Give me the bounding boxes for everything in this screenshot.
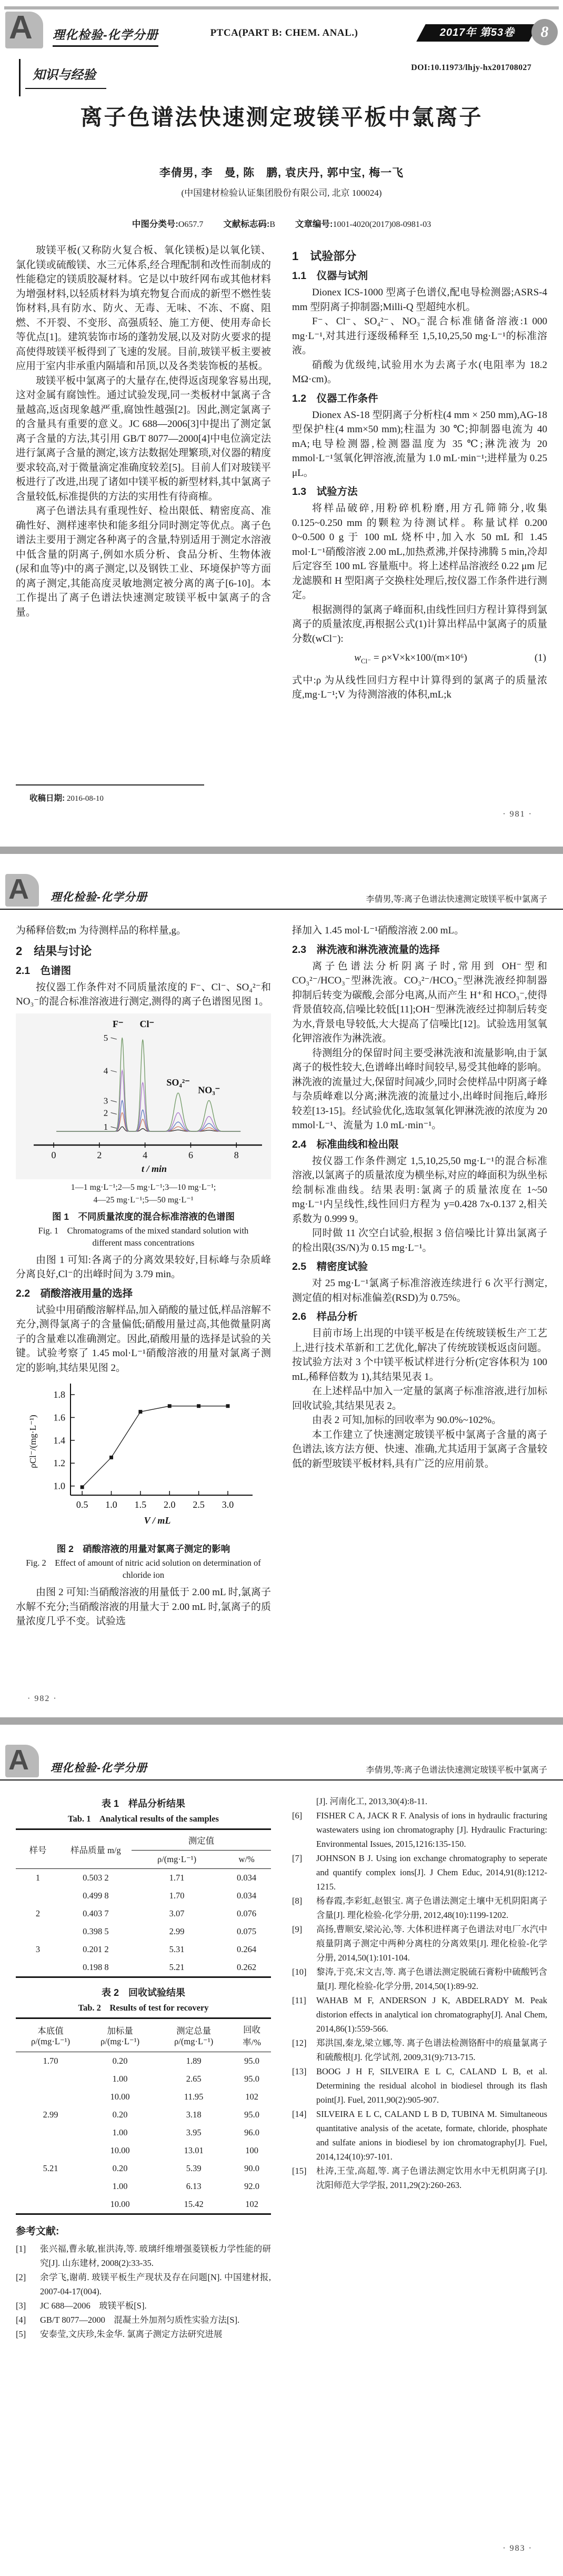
table-cell — [16, 2142, 85, 2160]
svg-text:1: 1 — [103, 1121, 108, 1132]
table-cell — [16, 2177, 85, 2195]
affiliation: (中国建材检验认证集团股份有限公司, 北京 100024) — [181, 188, 382, 198]
paragraph: 在上述样品中加入一定量的氯离子标准溶液,进行加标回收试验,其结果见表 2。 — [292, 1386, 547, 1411]
two-column-body — [16, 923, 547, 1629]
table-cell: 3.95 — [186, 2127, 202, 2137]
journal-logo — [5, 874, 44, 918]
table-cell: 1.89 — [186, 2056, 202, 2066]
reference-number: [8] — [292, 1896, 303, 1906]
journal-logo — [5, 1745, 44, 1789]
table-row — [16, 2142, 271, 2160]
col-sample-mass: 样品质量 m/g — [70, 1845, 121, 1855]
table-cell: 2.99 — [43, 2110, 58, 2120]
svg-text:t / min: t / min — [141, 1163, 167, 1174]
reference-item — [292, 1851, 547, 1894]
svg-text:F⁻: F⁻ — [112, 1018, 123, 1029]
column-tag: 知识与经验 — [25, 63, 106, 89]
table-cell — [16, 1958, 60, 1977]
table-row — [16, 1941, 271, 1958]
journal-logo-letter: A — [9, 9, 33, 46]
table-cell: 11.95 — [184, 2092, 204, 2102]
page-divider — [0, 847, 563, 854]
reference-text: 郑洪国,秦龙,梁立娜,等. 离子色谱法检测铬酐中的痕量氯离子和硫酸根[J]. 化学试剂, 2009,31(9):713-715. — [316, 2038, 547, 2062]
reference-item — [16, 2270, 271, 2299]
column-header: 测定总量 ρ/(mg·L⁻¹) — [174, 2026, 214, 2046]
reference-item — [16, 2327, 271, 2341]
reference-text: SILVEIRA E L C, CALAND L B D, TUBINA M. Simultaneous quantitative analysis of the acetate, formate, chloride, phosphate and sulfate anions in biodiesel by ion chromatography[J]. Fuel, 2014,124(10):97-101. — [316, 2109, 547, 2162]
table-cell: 15.42 — [184, 2199, 204, 2209]
paragraph: 同时做 11 次空白试验,根据 3 倍信噪比计算出氯离子的检出限(3S/N)为 0.15 mg·L⁻¹。 — [292, 1228, 547, 1254]
table-cell — [16, 1887, 60, 1905]
table-row — [16, 2177, 271, 2195]
reference-number: [9] — [292, 1924, 303, 1934]
reference-number: [7] — [292, 1853, 303, 1863]
table-row — [16, 2106, 271, 2124]
footnote-rule — [16, 784, 204, 785]
table-body — [16, 1869, 271, 1977]
svg-text:1.0: 1.0 — [53, 1480, 65, 1491]
table-cell: 1.00 — [112, 2181, 128, 2191]
reference-item — [292, 2064, 547, 2107]
reference-text: BOOG J H F, SILVEIRA E L C, CALAND L B, et al. Determining the residual alcohol in biodiesel through its flash point[J]. Fuel, 2011,90(2):905-907. — [316, 2066, 547, 2105]
table-header — [16, 1829, 271, 1869]
paragraph: 由图 2 可知:当硝酸溶液的用量低于 2.00 mL 时,氯离子水解不充分;当硝酸溶液的用量大于 2.00 mL 时,氯离子的质量浓度几乎不变。试验选 — [16, 1587, 271, 1627]
reference-number: [3] — [16, 2301, 26, 2311]
subsection-heading: 1.2 仪器工作条件 — [292, 392, 378, 404]
figure-caption-en: Fig. 2 Effect of amount of nitric acid solution on determination of chloride ion — [26, 1558, 261, 1580]
col-concentration: ρ/(mg·L⁻¹) — [157, 1854, 197, 1864]
figure-caption-zh: 图 1 不同质量浓度的混合标准溶液的色谱图 — [52, 1211, 235, 1222]
subsection-heading: 2.1 色谱图 — [16, 964, 72, 977]
col-sample-no: 样号 — [29, 1845, 47, 1855]
paragraph: Dionex ICS-1000 型离子色谱仪,配电导检测器;ASRS-4 mm 型阴离子抑制器;Milli-Q 型超纯水机。 — [292, 287, 547, 313]
reference-text: 张兴福,曹永敏,崔洪涛,等. 玻璃纤维增强菱镁板力学性能的研究[J]. 山东建材, 2008(2):33-35. — [40, 2244, 271, 2268]
article-id-label: 文章编号: — [295, 220, 333, 229]
subsection-heading: 2.4 标准曲线和检出限 — [292, 1138, 399, 1150]
reference-item — [292, 1993, 547, 2036]
table-cell — [16, 2124, 85, 2142]
reference-number: [1] — [16, 2244, 26, 2254]
table-cell: 10.00 — [110, 2092, 130, 2102]
svg-text:V / mL: V / mL — [144, 1515, 170, 1526]
volume-banner — [416, 24, 538, 42]
svg-text:2: 2 — [96, 1149, 102, 1160]
subsection-heading: 2.2 硝酸溶液用量的选择 — [16, 1287, 133, 1299]
table-cell: 3 — [35, 1944, 41, 1954]
figure-1-chromatogram — [16, 1013, 271, 1179]
doc-code-label: 文献标志码: — [223, 220, 270, 229]
equation: $w_{Cl^-} = \rho\times V\times k\times 100/(m\times 10^6)$ (1) — [292, 650, 547, 669]
table-caption-en: Tab. 2 Results of test for recovery — [78, 2003, 209, 2013]
table-cell: 102 — [245, 2092, 258, 2102]
paragraph: 目前市场上出现的中镁平板是在传统玻镁板生产工艺上,进行技术革新和工艺优化,解决了传统玻镁板返卤问题。按试验方法对 3 个中镁平板试样进行分析(定容体积为 100 mL,稀释倍数为 1),其结果见表 1。 — [292, 1328, 547, 1383]
left-column — [16, 923, 271, 1629]
table-cell: 13.01 — [184, 2145, 204, 2155]
table-cell: 0.262 — [237, 1962, 257, 1972]
running-title: 李倩男,等:离子色谱法快速测定玻镁平板中氯离子 — [366, 895, 547, 904]
table-cell: 0.503 2 — [83, 1873, 109, 1883]
paragraph-continuation: 式中:ρ 为从线性回归方程中计算得到的氯离子的质量浓度,mg·L⁻¹;V 为待测溶液的体积,mL;k — [292, 674, 547, 701]
column-header: 回收率/% — [243, 2025, 261, 2047]
paragraph: 待测组分的保留时间主要受淋洗液和流量影响,由于氯离子的极性较大,色谱峰出峰时间较早,易受其他峰的影响。淋洗液的流量过大,保留时间减少,同时会使样品中阴离子峰与杂质峰难以分离;淋洗液的流量过小,出峰时间拖后,峰形较差[13-15]。经试验优化,选取氢氧化钾淋洗液的浓度为 20 mmol·L⁻¹、流量为 1.0 mL·min⁻¹。 — [292, 1047, 547, 1131]
page-3 — [0, 1725, 563, 2576]
paragraph-continuation: 择加入 1.45 mol·L⁻¹硝酸溶液 2.00 mL。 — [292, 925, 465, 936]
table-cell: 102 — [245, 2199, 258, 2209]
svg-text:NO₃⁻: NO₃⁻ — [197, 1084, 220, 1095]
table-cell: 0.20 — [112, 2056, 128, 2066]
table-cell: 2 — [35, 1908, 41, 1918]
subsection-heading: 1.3 试验方法 — [292, 486, 358, 498]
reference-text: WAHAB M F, ANDERSON J K, ABDELRADY M. Peak distorion effects in analytical ion chromatography[J]. Anal Chem, 2014,86(1):559-566. — [316, 1995, 547, 2034]
journal-logo-letter: A — [8, 873, 29, 905]
table-cell: 0.034 — [237, 1891, 257, 1901]
table-cell: 1.70 — [169, 1891, 185, 1901]
table-cell: 96.0 — [244, 2127, 260, 2137]
authors: 李倩男, 李 曼, 陈 鹏, 袁庆丹, 郭中宝, 梅一飞 — [159, 167, 404, 179]
reference-item — [292, 1894, 547, 1922]
figure-legend-line: 4—25 mg·L⁻¹;5—50 mg·L⁻¹ — [93, 1195, 194, 1205]
sample-analysis-table — [16, 1828, 271, 1978]
right-column — [292, 923, 547, 1629]
svg-text:1.4: 1.4 — [53, 1435, 65, 1446]
svg-text:2.5: 2.5 — [192, 1499, 205, 1510]
svg-text:6: 6 — [188, 1149, 193, 1160]
table-cell: 0.201 2 — [83, 1944, 109, 1954]
paragraph: F⁻、Cl⁻、SO₄²⁻、NO₃⁻混合标准储备溶液:1 000 mg·L⁻¹,对其进行逐级稀释至 1,5,10,25,50 mg·L⁻¹的标准溶液。 — [292, 316, 547, 356]
reference-text: GB/T 8077—2000 混凝土外加剂匀质性实验方法[S]. — [40, 2315, 240, 2325]
page-number: · 982 · — [27, 1694, 57, 1703]
paragraph: 将样品破碎,用粉碎机粉磨,用方孔筛筛分,收集 0.125~0.250 mm 的颗粒为待测试样。称量试样 0.200 0~0.500 0 g 于 100 mL 烧杯中,加入水 50 mL 和 1.45 mol·L⁻¹硝酸溶液 2.00 mL,加热煮沸,并保持沸腾 5 min,冷却后定容至 100 mL 容量瓶中。将上述样品溶液经 0.22 μm 尼龙滤膜和 H 型阳离子交换柱处理后,按仪器工作条件进行测定。 — [292, 503, 547, 601]
figure-caption-zh: 图 2 硝酸溶液的用量对氯离子测定的影响 — [56, 1544, 230, 1554]
table-cell: 1.71 — [169, 1873, 185, 1883]
journal-logo — [5, 9, 48, 49]
journal-name: 理化检验-化学分册 — [53, 25, 158, 47]
table-row — [16, 1923, 271, 1941]
table-cell: 0.20 — [112, 2163, 128, 2173]
left-column — [16, 1794, 271, 2341]
svg-text:ρCl⁻/(mg·L⁻¹): ρCl⁻/(mg·L⁻¹) — [27, 1415, 38, 1468]
left-column — [16, 243, 271, 702]
table-cell: 1.00 — [112, 2074, 128, 2084]
reference-item — [16, 2299, 271, 2313]
table-cell: 2.99 — [169, 1926, 185, 1936]
reference-number: [6] — [292, 1811, 303, 1821]
table-cell: 3.07 — [169, 1908, 185, 1918]
paragraph: 由图 1 可知:各离子的分离效果较好,目标峰与杂质峰分离良好,Cl⁻的出峰时间为 3.79 min。 — [16, 1254, 271, 1280]
svg-text:Cl⁻: Cl⁻ — [139, 1018, 154, 1029]
reference-item — [292, 1965, 547, 1993]
journal-name: 理化检验-化学分册 — [51, 891, 147, 903]
table-cell: 3.18 — [186, 2110, 202, 2120]
table-cell: 0.20 — [112, 2110, 128, 2120]
figure-legend-line: 1—1 mg·L⁻¹;2—5 mg·L⁻¹;3—10 mg·L⁻¹; — [71, 1182, 216, 1192]
svg-text:1.6: 1.6 — [53, 1412, 65, 1423]
page-number: · 983 · — [502, 2544, 532, 2553]
table-cell: 1 — [35, 1873, 41, 1883]
table-cell: 2.65 — [186, 2074, 202, 2084]
table-row — [16, 1869, 271, 1887]
paragraph: 硝酸为优级纯,试验用水为去离子水(电阻率为 18.2 MΩ·cm)。 — [292, 359, 547, 385]
svg-text:4: 4 — [103, 1065, 108, 1076]
clc-label: 中图分类号: — [132, 220, 178, 229]
page-2 — [0, 854, 563, 1717]
table-cell: 1.70 — [43, 2056, 58, 2066]
subsection-heading: 1.1 仪器与试剂 — [292, 270, 368, 282]
svg-text:2.0: 2.0 — [163, 1499, 176, 1510]
running-title: 李倩男,等:离子色谱法快速测定玻镁平板中氯离子 — [366, 1766, 547, 1775]
table-cell: 5.39 — [186, 2163, 202, 2173]
paragraph: 按仪器工作条件测定 1,5,10,25,50 mg·L⁻¹的混合标准溶液,以氯离子的质量浓度为横坐标,对应的峰面积为纵坐标绘制标准曲线。结果表明:氯离子的质量浓度在 1~50 mg·L⁻¹内呈线性,线性回归方程为 y=0.428 7x-0.137 2,相关系数为 0.999 9。 — [292, 1155, 547, 1225]
reference-number: [4] — [16, 2315, 26, 2325]
paragraph: 玻镁平板中氯离子的大量存在,使得返卤现象容易出现,这对金属有腐蚀性。通过试验发现,同一类板材中氯离子含量越高,返卤现象越严重,腐蚀性越强[2]。因此,测定氯离子的含量具有重要的意义。JC 688—2006[3]中提出了测定氯离子含量的方法,其引用 GB/T 8077—2000[4]中电位滴定法进行氯离子含量的测定,该方法数据处理繁琐,对仪器的精度要求较高,对于微量滴定准确度较差[5]。目前人们对玻镁平板进行了改进,出现了诸如中镁平板的新型材料,其中氯离子含量较低,标准提供的方法的实用性有待商榷。 — [16, 375, 271, 502]
running-header — [0, 1739, 563, 1781]
table-cell: 92.0 — [244, 2181, 260, 2191]
reference-item — [16, 2313, 271, 2327]
page-1 — [0, 0, 563, 847]
paragraph: 离子色谱法具有重现性好、检出限低、精密度高、准确性好、测样速率快和能多组分同时测定等优点。离子色谱法主要用于测定各种离子的含量,特别适用于测定水溶液中低含量的阴离子,例如水质分析、食品分析、生物体液(尿和血等)中的离子测定,以及钢铁工业、环境保护等方面的离子测定,其能高度灵敏地测定被分离的离子[6-10]。本工作提出了离子色谱法快速测定玻镁平板中氯离子的含量。 — [16, 505, 271, 618]
table-row — [16, 2195, 271, 2214]
table-cell: 100 — [245, 2145, 258, 2155]
svg-text:0: 0 — [51, 1149, 56, 1160]
reference-number: [12] — [292, 2038, 307, 2048]
table-cell: 0.398 5 — [83, 1926, 109, 1936]
reference-item — [292, 2164, 547, 2192]
table-cell: 0.499 8 — [83, 1891, 109, 1901]
reference-text: 杨春霞,李彩虹,赵银宝. 离子色谱法测定土壤中无机阴阳离子含量[J]. 理化检验-化学分册, 2012,48(10):1199-1202. — [316, 1896, 547, 1920]
top-strip — [4, 6, 559, 9]
section-heading: 1 试验部分 — [292, 250, 357, 263]
table-cell: 0.403 7 — [83, 1908, 109, 1918]
table-cell: 5.21 — [43, 2163, 58, 2173]
table-cell: 5.31 — [169, 1944, 185, 1954]
svg-text:1.5: 1.5 — [134, 1499, 146, 1510]
paragraph: 由表 2 可知,加标的回收率为 90.0%~102%。 — [312, 1415, 502, 1426]
two-column-body — [16, 1794, 547, 2341]
col-mass-fraction: w/% — [238, 1854, 255, 1864]
table-cell: 90.0 — [244, 2163, 260, 2173]
table-cell: 10.00 — [110, 2199, 130, 2209]
svg-text:3.0: 3.0 — [222, 1499, 234, 1510]
table-row — [16, 2070, 271, 2088]
subsection-heading: 2.5 精密度试验 — [292, 1261, 368, 1272]
paragraph: 按仪器工作条件对不同质量浓度的 F⁻、Cl⁻、SO₄²⁻和 NO₃⁻的混合标准溶液进行测定,测得的离子色谱图见图 1。 — [16, 981, 271, 1007]
subsection-heading: 2.6 样品分析 — [292, 1311, 358, 1322]
table-cell: 6.13 — [186, 2181, 202, 2191]
reference-text: JC 688—2006 玻镁平板[S]. — [40, 2301, 147, 2311]
svg-text:0.5: 0.5 — [76, 1499, 88, 1510]
reference-continuation: [J]. 河南化工, 2013,30(4):8-11. — [316, 1796, 428, 1806]
figure-2-line-chart — [16, 1379, 271, 1539]
table-cell: 0.198 8 — [83, 1962, 109, 1972]
page-title: 离子色谱法快速测定玻镁平板中氯离子 — [80, 105, 483, 130]
reference-text: 杜涛,王莹,高超,等. 离子色谱法测定饮用水中无机阴离子[J]. 沈阳师范大学学报, 2011,29(2):260-263. — [316, 2166, 547, 2190]
journal-name-en: PTCA(PART B: CHEM. ANAL.) — [210, 27, 358, 38]
clc-value: O657.7 — [178, 220, 204, 229]
reference-number: [14] — [292, 2109, 307, 2119]
reference-item — [16, 2242, 271, 2270]
page-number: · 981 · — [502, 810, 532, 819]
reference-text: 余学飞,谢萌. 玻镁平板生产现状及存在问题[N]. 中国建材报, 2007-04-17(004). — [40, 2272, 271, 2296]
paragraph-continuation: 为稀释倍数;m 为待测样品的称样量,g。 — [16, 925, 187, 936]
recovery-test-table — [16, 2017, 271, 2215]
reference-text: JOHNSON B J. Using ion exchange chromatography to seperate and quantify complex ions[J]. J Chem Educ, 2014,91(8):1212-1215. — [316, 1853, 547, 1892]
svg-text:SO₄²⁻: SO₄²⁻ — [166, 1077, 190, 1088]
table-caption-zh: 表 2 回收试验结果 — [101, 1987, 185, 1998]
paragraph: 根据测得的氯离子峰面积,由线性回归方程计算得到氯离子的质量浓度,再根据公式(1)计算出样品中氯离子的质量分数(wCl⁻): — [292, 604, 547, 644]
section-heading: 2 结果与讨论 — [16, 944, 92, 958]
table-row — [16, 2160, 271, 2177]
svg-text:1.0: 1.0 — [105, 1499, 117, 1510]
right-column — [292, 1794, 547, 2341]
reference-item — [292, 2107, 547, 2164]
line-chart-svg — [20, 1379, 267, 1536]
table-row — [16, 2088, 271, 2106]
column-header: 本底值 ρ/(mg·L⁻¹) — [31, 2026, 71, 2046]
doi: DOI:10.11973/lhjy-hx201708027 — [411, 63, 531, 72]
issue-number-badge: 8 — [531, 19, 558, 45]
reference-number: [13] — [292, 2066, 307, 2076]
svg-text:1.2: 1.2 — [53, 1458, 65, 1469]
table-cell: 0.264 — [237, 1944, 257, 1954]
journal-name: 理化检验-化学分册 — [51, 1762, 147, 1774]
article-id-value: 1001-4020(2017)08-0981-03 — [333, 220, 431, 229]
right-column — [292, 243, 547, 702]
figure-caption-en: Fig. 1 Chromatograms of the mixed standard solution with different mass concentrations — [38, 1225, 249, 1248]
paragraph: Dionex AS-18 型阴离子分析柱(4 mm × 250 mm),AG-18 型保护柱(4 mm×50 mm);柱温为 30 ℃;抑制器电流为 40 mA;电导检测器,检测器温度为 35 ℃;淋洗液为 20 mmol·L⁻¹氢氧化钾溶液,流量为 1.0 mL·min⁻¹;进样量为 0.25 μL。 — [292, 409, 547, 479]
two-column-body — [16, 243, 547, 702]
table-cell — [16, 1923, 60, 1941]
svg-text:5: 5 — [103, 1032, 108, 1043]
reference-number: [2] — [16, 2272, 26, 2282]
received-date: 收稿日期: 2016-08-10 — [29, 794, 104, 803]
table-cell: 5.21 — [169, 1962, 185, 1972]
table-row — [16, 2124, 271, 2142]
article-meta — [0, 217, 563, 230]
reference-text: 安泰莹,文庆珍,朱金华. 氯离子测定方法研究进展 — [40, 2329, 223, 2339]
table-caption-en: Tab. 1 Analytical results of the samples — [68, 1814, 219, 1824]
table-header — [16, 2018, 271, 2052]
svg-text:3: 3 — [103, 1095, 108, 1106]
table-cell: 95.0 — [244, 2056, 260, 2066]
table-body — [16, 2052, 271, 2214]
svg-text:4: 4 — [142, 1149, 147, 1160]
paragraph: 本工作建立了快速测定玻镁平板中氯离子含量的离子色谱法,该方法方便、快速、准确,尤其适用于氯离子含量较低的新型玻镁平板材料,具有广泛的应用前景。 — [292, 1429, 547, 1469]
col-group-measured: 测定值 — [132, 1829, 271, 1851]
table-row — [16, 1905, 271, 1923]
doc-code-value: B — [269, 220, 276, 229]
reference-text: FISHER C A, JACK R F. Analysis of ions in hydraulic fracturing wastewaters using ion chromatography [J]. Hydraulic Fracturing: Environmental Issues, 2015,1216:135-150. — [316, 1811, 547, 1849]
table-cell — [16, 2070, 85, 2088]
table-cell: 10.00 — [110, 2145, 130, 2155]
reference-item — [292, 1808, 547, 1851]
table-cell: 0.034 — [237, 1873, 257, 1883]
reference-text: 黎涛,于亮,宋文吉,等. 离子色谱法测定脱硫石膏粉中硫酸钙含量[J]. 理化检验-化学分册, 2014,50(1):89-92. — [316, 1967, 547, 1991]
table-cell: 0.076 — [237, 1908, 257, 1918]
reference-item — [292, 2036, 547, 2064]
running-header — [0, 869, 563, 910]
table-cell: 1.00 — [112, 2127, 128, 2137]
table-caption-zh: 表 1 样品分析结果 — [101, 1798, 185, 1809]
table-cell: 95.0 — [244, 2074, 260, 2084]
reference-number: [11] — [292, 1995, 306, 2005]
reference-item — [292, 1922, 547, 1965]
table-cell: 0.075 — [237, 1926, 257, 1936]
references-heading: 参考文献: — [16, 2226, 59, 2237]
paragraph: 玻镁平板(又称防火复合板、氧化镁板)是以氧化镁、氯化镁或硫酸镁、水三元体系,经合理配制和改性而制成的性能稳定的镁质胶凝材料。它是以中玻纤网布或其他材料为增强材料,以轻质材料为填充物复合而成的新型不燃性装饰材料,具有防水、防火、无毒、无味、不冻、不腐、阻燃、不开裂、不变形、高强质轻、施工方便、使用寿命长等优点[1]。建筑装饰市场的蓬勃发展,以及对防火要求的提高使得玻镁平板得到了飞速的发展。目前,玻镁平板主要被应用于室内非承重内隔墙和吊顶,以及各类装饰板的基板。 — [16, 245, 271, 372]
table-cell: 95.0 — [244, 2110, 260, 2120]
page-divider — [0, 1717, 563, 1725]
equation-number: (1) — [534, 652, 546, 663]
table-row — [16, 1958, 271, 1977]
table-cell — [16, 2088, 85, 2106]
subsection-heading: 2.3 淋洗液和淋洗液流量的选择 — [292, 943, 440, 956]
svg-text:8: 8 — [234, 1149, 239, 1160]
column-header: 加标量 ρ/(mg·L⁻¹) — [100, 2026, 140, 2046]
reference-text: 高扬,曹顺安,梁沁沁,等. 大体积进样离子色谱法对电厂水汽中痕量阴离子测定中两种分离柱的分离效果[J]. 理化检验-化学分册, 2014,50(1):101-104. — [316, 1924, 547, 1963]
paragraph: 试验中用硝酸溶解样品,加入硝酸的量过低,样品溶解不充分,测得氯离子的含量偏低;硝酸用量过高,其他微量阴离子的含量难以准确测定。因此,硝酸用量的选择是试验的关键。试验考察了 1.45 mol·L⁻¹硝酸溶液的用量对氯离子测定的影响,其结果见图 2。 — [16, 1304, 271, 1374]
chromatogram-svg — [20, 1016, 267, 1175]
svg-text:2: 2 — [103, 1107, 108, 1118]
reference-number: [10] — [292, 1967, 307, 1977]
paragraph: 对 25 mg·L⁻¹氯离子标准溶液连续进行 6 次平行测定,测定值的相对标准偏差(RSD)为 0.75%。 — [292, 1278, 547, 1304]
paragraph: 离子色谱法分析阴离子时,常用到 OH⁻型和 CO₃²⁻/HCO₃⁻型淋洗液。CO₃²⁻/HCO₃⁻型淋洗液经抑制器抑制后转变为碳酸,会部分电离,从而产生 H⁺和 HCO₃⁻,使得背景值较高,信噪比较低[11];OH⁻型淋洗液经过抑制后转变为水,背景电导较低,大大提高了信噪比[12]。试验选用氢氧化钾溶液作为淋洗液。 — [292, 960, 547, 1044]
volume-text: 2017年 第53卷 — [439, 27, 515, 38]
journal-logo-letter: A — [8, 1744, 29, 1776]
svg-text:1.8: 1.8 — [53, 1389, 65, 1400]
figure-legend — [16, 1181, 271, 1207]
table-cell — [16, 2195, 85, 2214]
reference-number: [5] — [16, 2329, 26, 2339]
reference-number: [15] — [292, 2166, 307, 2176]
table-row — [16, 2052, 271, 2071]
table-row — [16, 1887, 271, 1905]
